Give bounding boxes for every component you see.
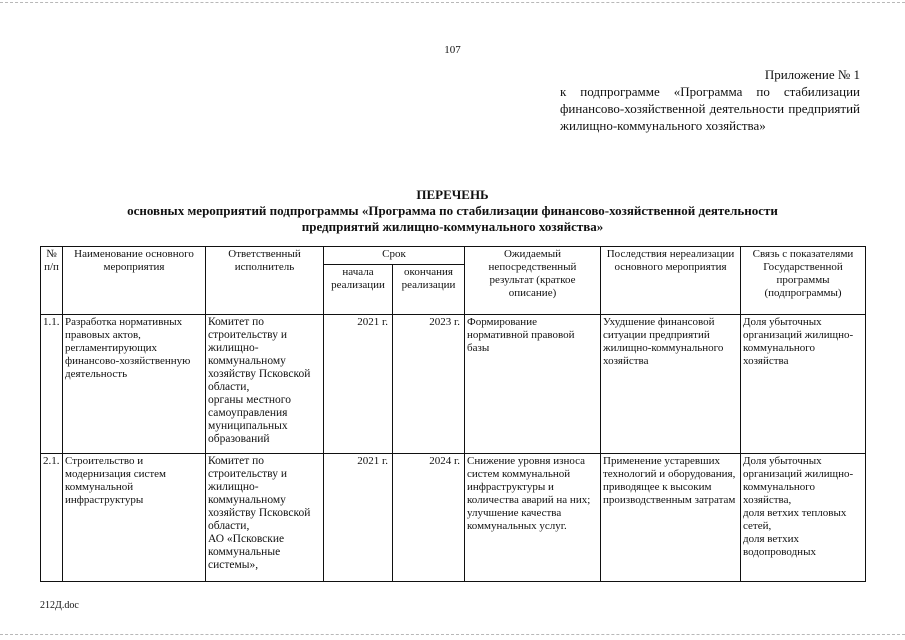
appendix-body: к подпрограмме «Программа по стабилизации финансово-хозяйственной деятельности предприятий жилищно-коммунального хозяйства» xyxy=(560,84,860,133)
measures-table xyxy=(40,246,866,582)
header-consequences: Последствия нереализации основного мероприятия xyxy=(601,247,741,315)
scan-edge-bottom xyxy=(0,634,905,635)
row-link xyxy=(741,454,866,582)
heading-title: ПЕРЕЧЕНЬ xyxy=(416,187,489,202)
document-heading xyxy=(40,187,865,235)
scan-edge-top xyxy=(0,2,905,3)
row-executor-line: Комитет по строительству и жилищно-коммунальному хозяйству Псковской области, xyxy=(208,455,311,532)
header-link: Связь с показателями Государственной программы (подпрограммы) xyxy=(741,247,866,315)
row-executor-line: Комитет по строительству и жилищно-коммунальному хозяйству Псковской области, xyxy=(208,316,311,393)
table-row xyxy=(41,315,866,454)
heading-subtitle-1: основных мероприятий подпрограммы «Программа по стабилизации финансово-хозяйственной деятельности xyxy=(127,203,778,218)
appendix-title: Приложение № 1 xyxy=(764,67,860,82)
row-link-line: Доля убыточных организаций жилищно-коммунального хозяйства, xyxy=(743,455,854,506)
header-result: Ожидаемый непосредственный результат (краткое описание) xyxy=(465,247,601,315)
row-name: Строительство и модернизация систем коммунальной инфраструктуры xyxy=(63,454,206,582)
row-executor-line: органы местного самоуправления муниципальных образований xyxy=(208,394,291,445)
header-name: Наименование основного мероприятия xyxy=(63,247,206,315)
appendix-block xyxy=(560,66,860,134)
header-start: начала реализации xyxy=(324,265,393,315)
heading-subtitle-2: предприятий жилищно-коммунального хозяйства» xyxy=(301,219,604,234)
row-result xyxy=(465,454,601,582)
row-link-line: Доля убыточных организаций жилищно-коммунального хозяйства xyxy=(743,316,854,367)
header-end: окончания реализации xyxy=(393,265,465,315)
row-start: 2021 г. xyxy=(324,454,393,582)
row-result-line: Снижение уровня износа систем коммунальной инфраструктуры и количества аварий на них; xyxy=(467,455,591,506)
row-link xyxy=(741,315,866,454)
row-num: 1.1. xyxy=(41,315,63,454)
row-link-line: доля ветхих водопроводных xyxy=(743,533,816,558)
row-consequences: Ухудшение финансовой ситуации предприятий жилищно-коммунального хозяйства xyxy=(601,315,741,454)
table-row xyxy=(41,454,866,582)
row-consequences: Применение устаревших технологий и оборудования, приводящее к высоким производственным затратам xyxy=(601,454,741,582)
row-result-line: Формирование нормативной правовой базы xyxy=(467,316,575,354)
page-number: 107 xyxy=(444,44,461,56)
header-term: Срок xyxy=(324,247,465,265)
row-result-line: улучшение качества коммунальных услуг. xyxy=(467,507,567,532)
row-num: 2.1. xyxy=(41,454,63,582)
row-result xyxy=(465,315,601,454)
footer-filename: 212Д.doc xyxy=(40,600,79,611)
row-executor xyxy=(206,315,324,454)
row-link-line: доля ветхих тепловых сетей, xyxy=(743,507,847,532)
row-executor xyxy=(206,454,324,582)
row-name: Разработка нормативных правовых актов, регламентирующих финансово-хозяйственную деятельность xyxy=(63,315,206,454)
row-end: 2023 г. xyxy=(393,315,465,454)
row-executor-line: АО «Псковские коммунальные системы», xyxy=(208,533,285,571)
row-start: 2021 г. xyxy=(324,315,393,454)
header-num: № п/п xyxy=(41,247,63,315)
header-executor: Ответственный исполнитель xyxy=(206,247,324,315)
row-end: 2024 г. xyxy=(393,454,465,582)
